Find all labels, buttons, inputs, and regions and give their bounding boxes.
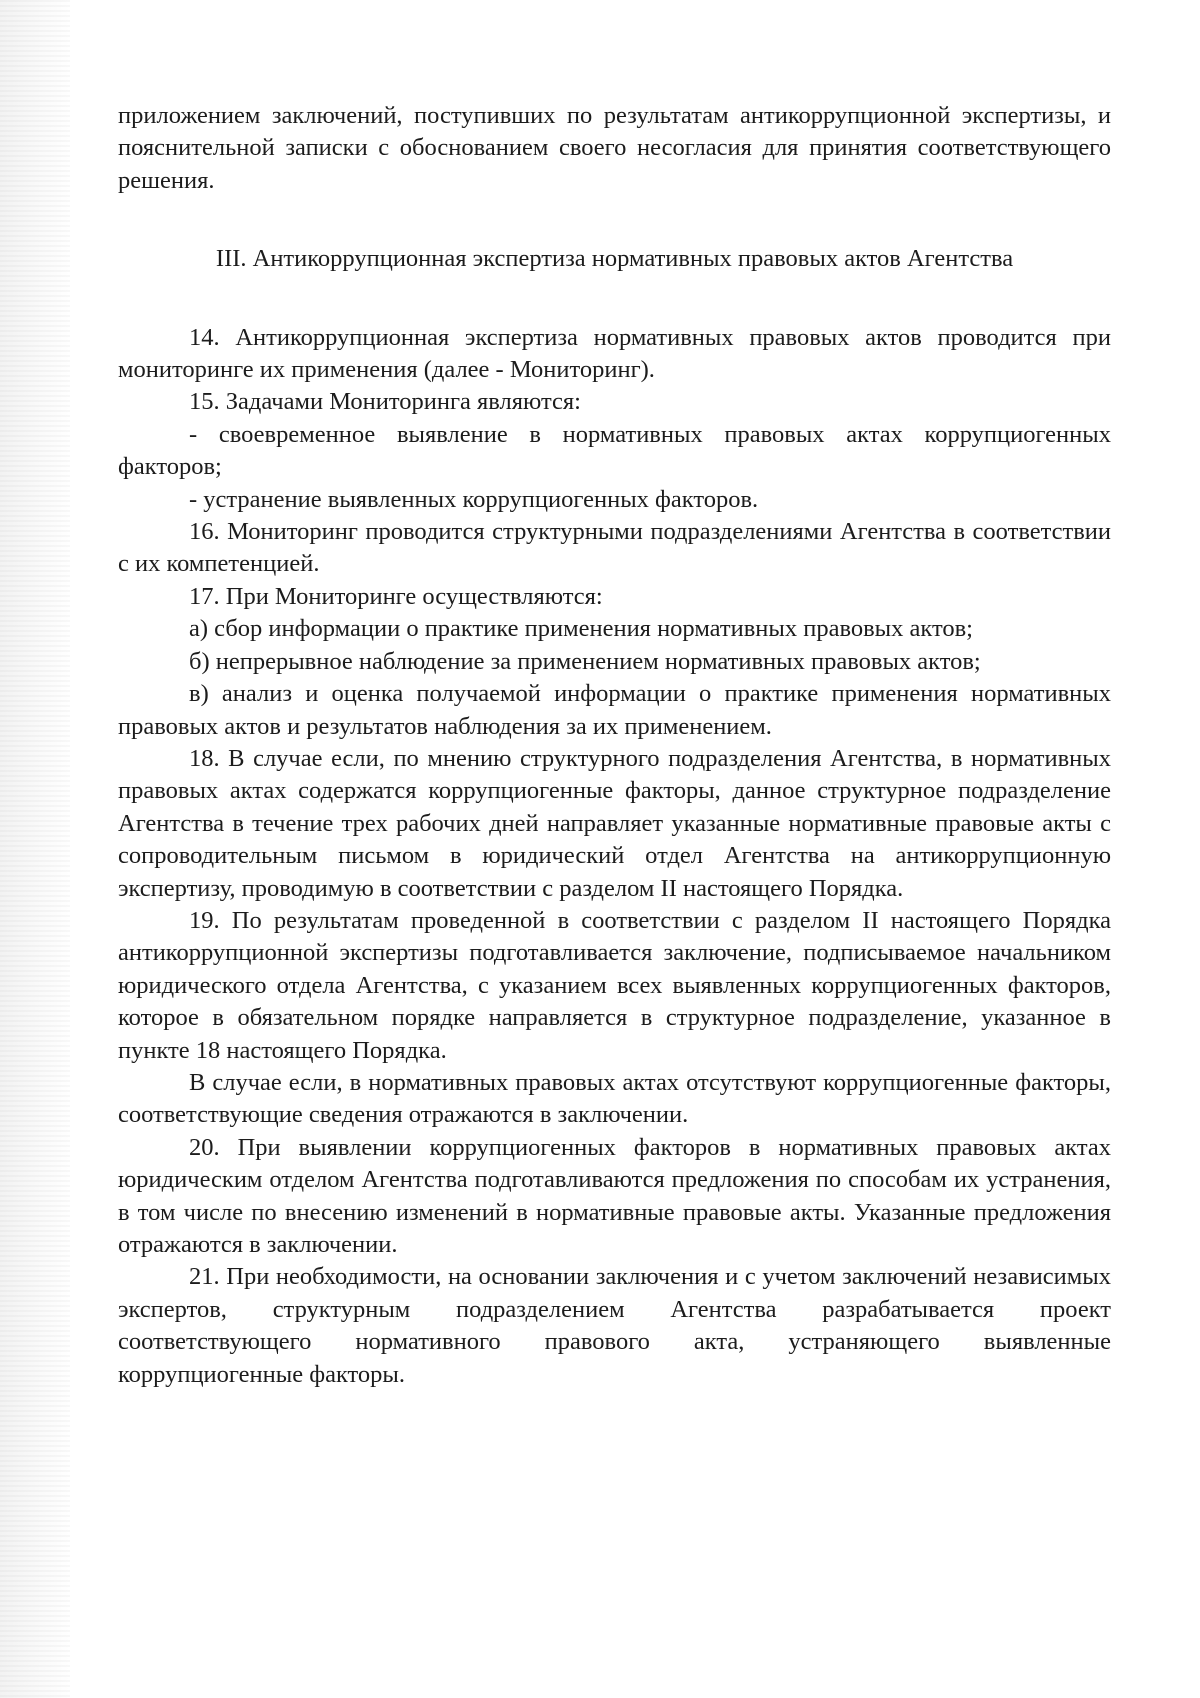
paragraph-16: 16. Мониторинг проводится структурными подразделениями Агентства в соответствии с их компетенцией. [118, 518, 1111, 578]
paragraph-21: 21. При необходимости, на основании заключения и с учетом заключений независимых экспертов, структурным подразделением Агентства разрабатывается проект соответствующего нормативного правового акта, устраняющего выявленные коррупциогенные факторы. [118, 1263, 1111, 1388]
paragraph-15-item-b: - устранение выявленных коррупциогенных факторов. [189, 485, 759, 513]
paragraph-19-continuation: В случае если, в нормативных правовых актах отсутствуют коррупциогенные факторы, соответствующие сведения отражаются в заключении. [118, 1068, 1111, 1129]
intro-paragraph: приложением заключений, поступивших по результатам антикоррупционной экспертизы, и пояснительной записки с обоснованием своего несогласия для принятия соответствующего решения. [118, 102, 1111, 194]
paragraph-17-item-c: в) анализ и оценка получаемой информации о практике применения нормативных правовых актов и результатов наблюдения за их применением. [118, 680, 1111, 740]
paragraph-17-item-a: а) сбор информации о практике применения нормативных правовых актов; [189, 615, 973, 643]
section-title: III. Антикоррупционная экспертиза нормативных правовых актов Агентства [215, 245, 1014, 273]
paragraph-15: 15. Задачами Мониторинга являются: [189, 388, 581, 416]
paragraph-14: 14. Антикоррупционная экспертиза нормативных правовых актов проводится при мониторинге их применения (далее - Мониторинг). [118, 323, 1111, 384]
scan-edge-shadow [0, 0, 70, 1698]
document-body [118, 100, 1111, 1391]
paragraph-17: 17. При Мониторинге осуществляются: [189, 582, 603, 610]
paragraph-19: 19. По результатам проведенной в соответствии с разделом II настоящего Порядка антикоррупционной экспертизы подготавливается заключение, подписываемое начальником юридического отдела Агентства, с указанием всех выявленных коррупциогенных факторов, которое в обязательном порядке направляется в структурное подразделение, указанное в пункте 18 настоящего Порядка. [118, 906, 1111, 1064]
paragraph-17-item-b: б) непрерывное наблюдение за применением нормативных правовых актов; [189, 647, 981, 675]
paragraph-20: 20. При выявлении коррупциогенных факторов в нормативных правовых актах юридическим отделом Агентства подготавливаются предложения по способам их устранения, в том числе по внесению изменений в нормативные правовые акты. Указанные предложения отражаются в заключении. [118, 1133, 1111, 1258]
paragraph-18: 18. В случае если, по мнению структурного подразделения Агентства, в нормативных правовых актах содержатся коррупциогенные факторы, данное структурное подразделение Агентства в течение трех рабочих дней направляет указанные нормативные правовые акты с сопроводительным письмом в юридический отдел Агентства на антикоррупционную экспертизу, проводимую в соответствии с разделом II настоящего Порядка. [118, 744, 1111, 902]
paragraph-15-item-a: - своевременное выявление в нормативных правовых актах коррупциогенных факторов; [118, 420, 1111, 481]
